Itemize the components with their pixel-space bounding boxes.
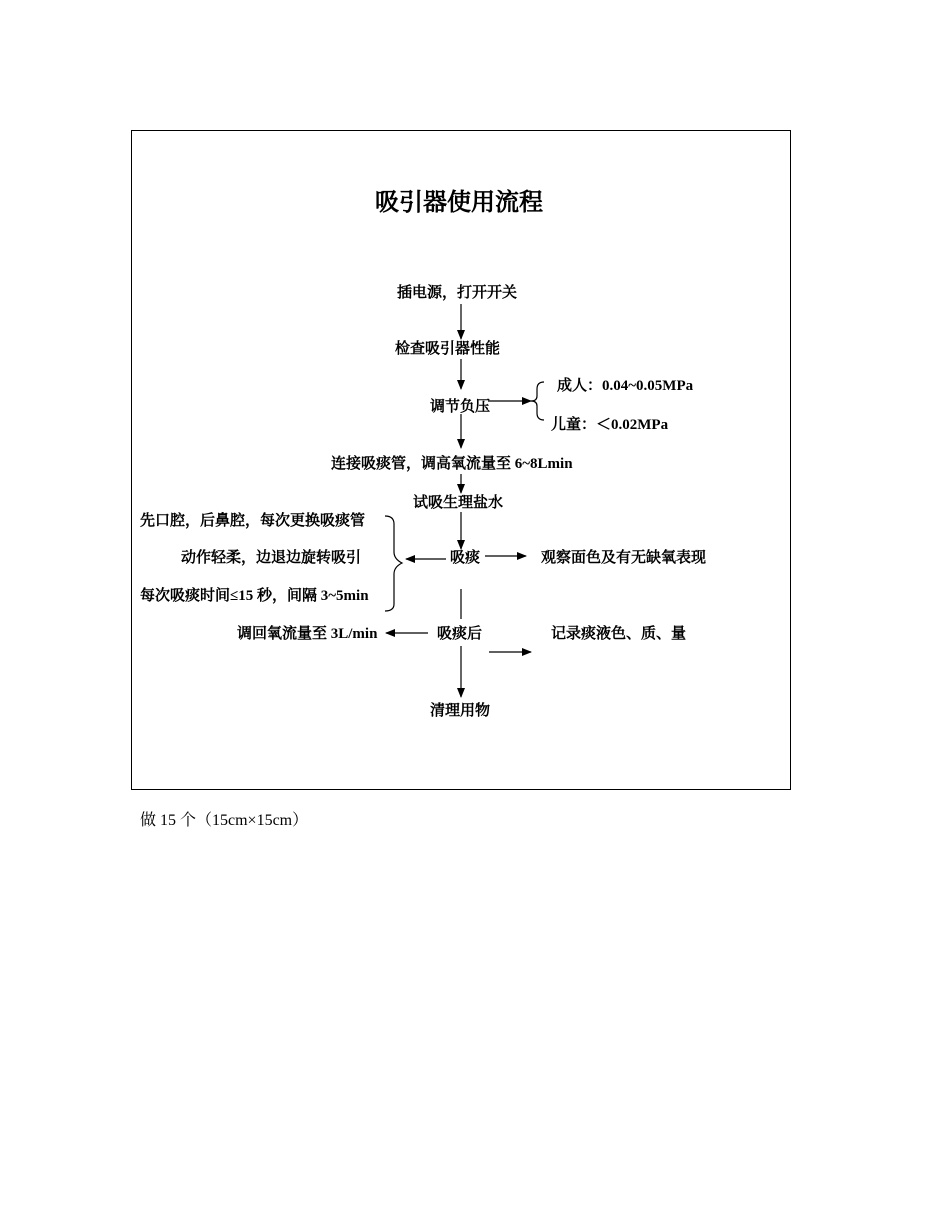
step-plug-in: 插电源，打开开关: [397, 285, 518, 301]
suction-note-3: 每次吸痰时间≤15 秒，间隔 3~5min: [140, 588, 369, 604]
pressure-child: 儿童：＜0.02MPa: [551, 417, 669, 433]
step-adjust-pressure: 调节负压: [430, 399, 491, 415]
step-connect-tube: 连接吸痰管，调高氧流量至 6~8Lmin: [331, 456, 573, 472]
pressure-adult: 成人：0.04~0.05MPa: [557, 378, 694, 394]
suction-note-1: 先口腔，后鼻腔，每次更换吸痰管: [140, 513, 366, 529]
notes-brace: [385, 516, 402, 611]
step-after-suction: 吸痰后: [437, 626, 483, 642]
reduce-oxygen-note: 调回氧流量至 3L/min: [237, 626, 378, 642]
step-test-saline: 试吸生理盐水: [413, 495, 504, 511]
footer-note: 做 15 个（15cm×15cm）: [140, 812, 309, 829]
suction-note-2: 动作轻柔，边退边旋转吸引: [181, 550, 362, 566]
step-suction: 吸痰: [450, 550, 481, 566]
flowchart-title: 吸引器使用流程: [375, 190, 543, 216]
step-check-performance: 检查吸引器性能: [395, 341, 501, 357]
record-note: 记录痰液色、质、量: [551, 626, 687, 642]
step-clean-up: 清理用物: [430, 703, 491, 719]
pressure-brace: [531, 382, 544, 420]
observe-note: 观察面色及有无缺氧表现: [541, 550, 707, 566]
